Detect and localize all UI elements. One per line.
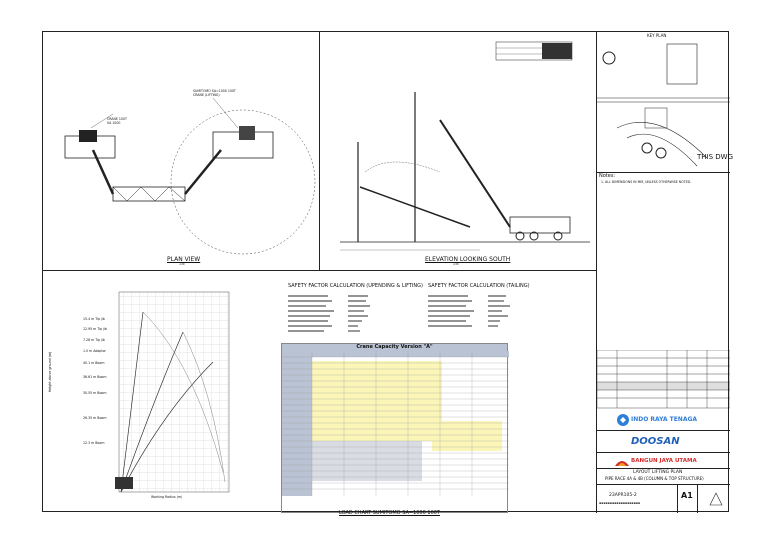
range-label-8: 26.35 m Boom xyxy=(83,416,107,420)
range-label-2: 12.95 m Tip jib xyxy=(83,327,107,331)
drawing-sheet xyxy=(42,31,734,516)
key-plan-this-dwg: THIS DWG xyxy=(697,153,734,161)
capacity-title: Crane Capacity Version "A" xyxy=(282,344,507,351)
range-label-7: 30.55 m Boom xyxy=(83,391,107,395)
key-plan-drawing xyxy=(597,38,730,172)
company-doosan: DOOSAN xyxy=(631,436,680,447)
bangun-jaya-logo-icon xyxy=(615,456,629,466)
plan-crane-note-right: SUMITOMO SA=1000 100T CRANE (LIFTING) xyxy=(193,89,236,97)
capacity-table xyxy=(281,343,508,513)
key-plan-title: KEY PLAN xyxy=(647,33,667,38)
drawing-title-line2: PIPE RACE 4A & 4B (COLUMN & TOP STRUCTURE) xyxy=(605,476,704,481)
range-label-1: 15.4 m Tip jib xyxy=(83,317,105,321)
range-y-axis: Height above ground (m) xyxy=(48,351,52,392)
safety-title-1: SAFETY FACTOR CALCULATION (UPENDING & LIFTING) xyxy=(288,283,423,289)
title-block xyxy=(597,350,730,513)
range-label-9: 12.3 m Boom xyxy=(83,441,105,445)
revision-table xyxy=(597,350,730,410)
plan-view-title: PLAN VIEW xyxy=(167,256,201,263)
plan-view-scale: 1:N xyxy=(179,262,185,266)
range-label-4: 1.0 m Adaptor xyxy=(83,349,106,353)
notes-title: Notes: xyxy=(599,173,616,179)
drawing-number: 23APR105-2 xyxy=(609,493,637,498)
sheet-size: A1 xyxy=(681,491,693,500)
plan-view-drawing xyxy=(43,32,319,270)
elevation-drawing xyxy=(320,32,596,270)
company-indo-raya: INDO RAYA TENAGA xyxy=(631,416,698,423)
elevation-title: ELEVATION LOOKING SOUTH xyxy=(425,256,511,263)
title-block-footer: ▪▪▪▪▪▪▪▪▪▪▪▪▪▪▪▪▪▪▪ xyxy=(599,501,641,505)
safety-title-2: SAFETY FACTOR CALCULATION (TAILING) xyxy=(428,283,530,289)
indo-raya-logo-icon xyxy=(617,414,629,426)
range-label-6: 36.61 m Boom xyxy=(83,375,107,379)
capacity-grid xyxy=(282,351,509,496)
crane-range-chart xyxy=(43,272,273,512)
plan-crane-note-left: CRANE 100T SA 1000 xyxy=(107,117,127,125)
notes-text: 1. ALL DIMENSIONS IN MM, UNLESS OTHERWISE NOTED. xyxy=(601,180,692,184)
range-x-axis: Working Radius (m) xyxy=(151,495,183,499)
elevation-scale: 1:N xyxy=(453,262,459,266)
company-bangun-jaya: BANGUN JAYA UTAMA xyxy=(631,458,697,464)
drawing-status-icon xyxy=(709,492,723,506)
capacity-caption: LOAD CHART SUMITOMO SA=1000 100T xyxy=(339,510,440,516)
safety-text-lines xyxy=(288,292,578,342)
drawing-title-line1: LAYOUT LIFTING PLAN xyxy=(633,470,683,475)
range-label-5: 40.1 m Boom xyxy=(83,361,105,365)
divider-horizontal xyxy=(43,270,596,271)
range-label-3: 7.28 m Tip jib xyxy=(83,338,105,342)
